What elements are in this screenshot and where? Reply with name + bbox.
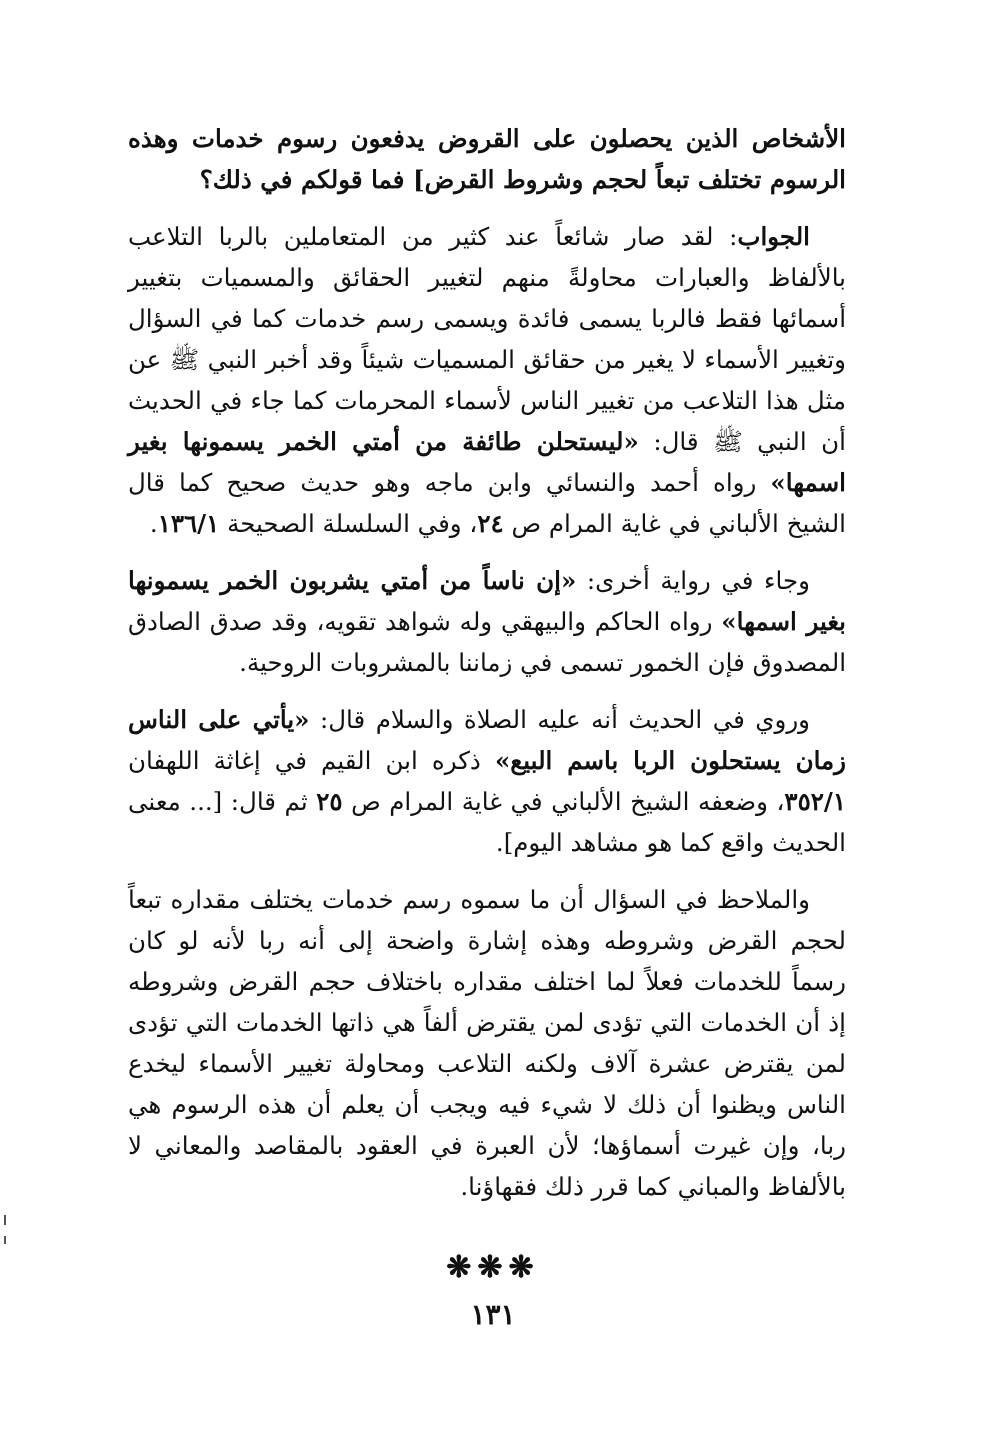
answer-text-end: . [149,509,158,538]
hadith-quote-2: «إن ناساً من أمتي يشربون الخمر يسمونها بغير اسمها» [128,566,846,636]
question-paragraph [128,118,846,200]
answer-paragraph [128,216,846,544]
scan-edge-mark [4,1215,6,1225]
page-ref-number-1: ٢٤ [477,509,504,538]
question-text: الأشخاص الذين يحصلون على القروض يدفعون رسوم خدمات وهذه الرسوم تختلف تبعاً لحجم وشروط القرض] فما قولكم في ذلك؟ [128,124,846,194]
volume-ref-1: ١٣٦/١ [157,509,220,538]
paragraph-2 [128,560,846,683]
paragraph-4-text: والملاحظ في السؤال أن ما سموه رسم خدمات يختلف مقداره تبعاً لحجم القرض وشروطه وهذه إشارة واضحة إلى أنه ربا لأنه لو كان رسماً للخدمات فعلاً لما اختلف مقداره باختلاف حجم القرض وشروطه إذ أن الخدمات التي تؤدى لمن يقترض ألفاً هي ذاتها الخدمات التي تؤدى لمن يقترض عشرة آلاف ولكنه التلاعب ومحاولة تغيير الأسماء ليخدع الناس ويظنوا أن ذلك لا شيء فيه ويجب أن يعلم أن هذه الرسوم هي ربا، وإن غيرت أسماؤها؛ لأن العبرة في العقود بالمقاصد والمعاني لا بالألفاظ والمباني كما قرر ذلك فقهاؤنا. [128,885,846,1201]
paragraph-2-text-2: رواه الحاكم والبيهقي وله شواهد تقويه، وقد صدق الصادق المصدوق فإن الخمور تسمى في زماننا بالمشروبات الروحية. [128,607,846,677]
page-body [128,118,846,1223]
page-number: ١٣١ [470,1298,516,1331]
answer-text-3: ، وفي السلسلة الصحيحة [219,509,478,538]
paragraph-3-text-2: ذكره ابن القيم في إغاثة اللهفان [128,746,495,775]
volume-ref-2: ٣٥٢/١ [784,787,846,816]
paragraph-3 [128,699,846,863]
hadith-quote-3: «يأتي على الناس زمان يستحلون الربا باسم البيع» [128,705,846,775]
answer-text-1: : لقد صار شائعاً عند كثير من المتعاملين بالربا التلاعب بالألفاظ والعبارات محاولةً منهم لتغيير الحقائق والمسميات بتغيير أسمائها فقط فالربا يسمى فائدة ويسمى رسم خدمات كما في السؤال وتغيير الأسماء لا يغير من حقائق المسميات شيئاً وقد أخبر النبي ﷺ عن مثل هذا التلاعب من تغيير الناس لأسماء المحرمات كما جاء في الحديث أن النبي ﷺ قال: [128,222,846,456]
answer-label: الجواب [737,222,810,251]
answer-text-2: رواه أحمد والنسائي وابن ماجه وهو حديث صحيح كما قال الشيخ الألباني في غاية المرام ص [128,468,846,538]
scan-edge-mark [4,1236,6,1244]
paragraph-2-text-1: وجاء في رواية أخرى: [576,566,810,595]
paragraph-3-text-4: ثم قال: [... معنى الحديث واقع كما هو مشاهد اليوم]. [128,787,846,857]
page-ref-number-2: ٢٥ [316,787,343,816]
section-divider: ❋❋❋ [446,1250,540,1285]
paragraph-3-text-3: ، وضعفه الشيخ الألباني في غاية المرام ص [342,787,785,816]
paragraph-4 [128,879,846,1207]
paragraph-3-text-1: وروي في الحديث أنه عليه الصلاة والسلام قال: [309,705,810,734]
hadith-quote-1: «ليستحلن طائفة من أمتي الخمر يسمونها بغير اسمها» [128,427,846,497]
